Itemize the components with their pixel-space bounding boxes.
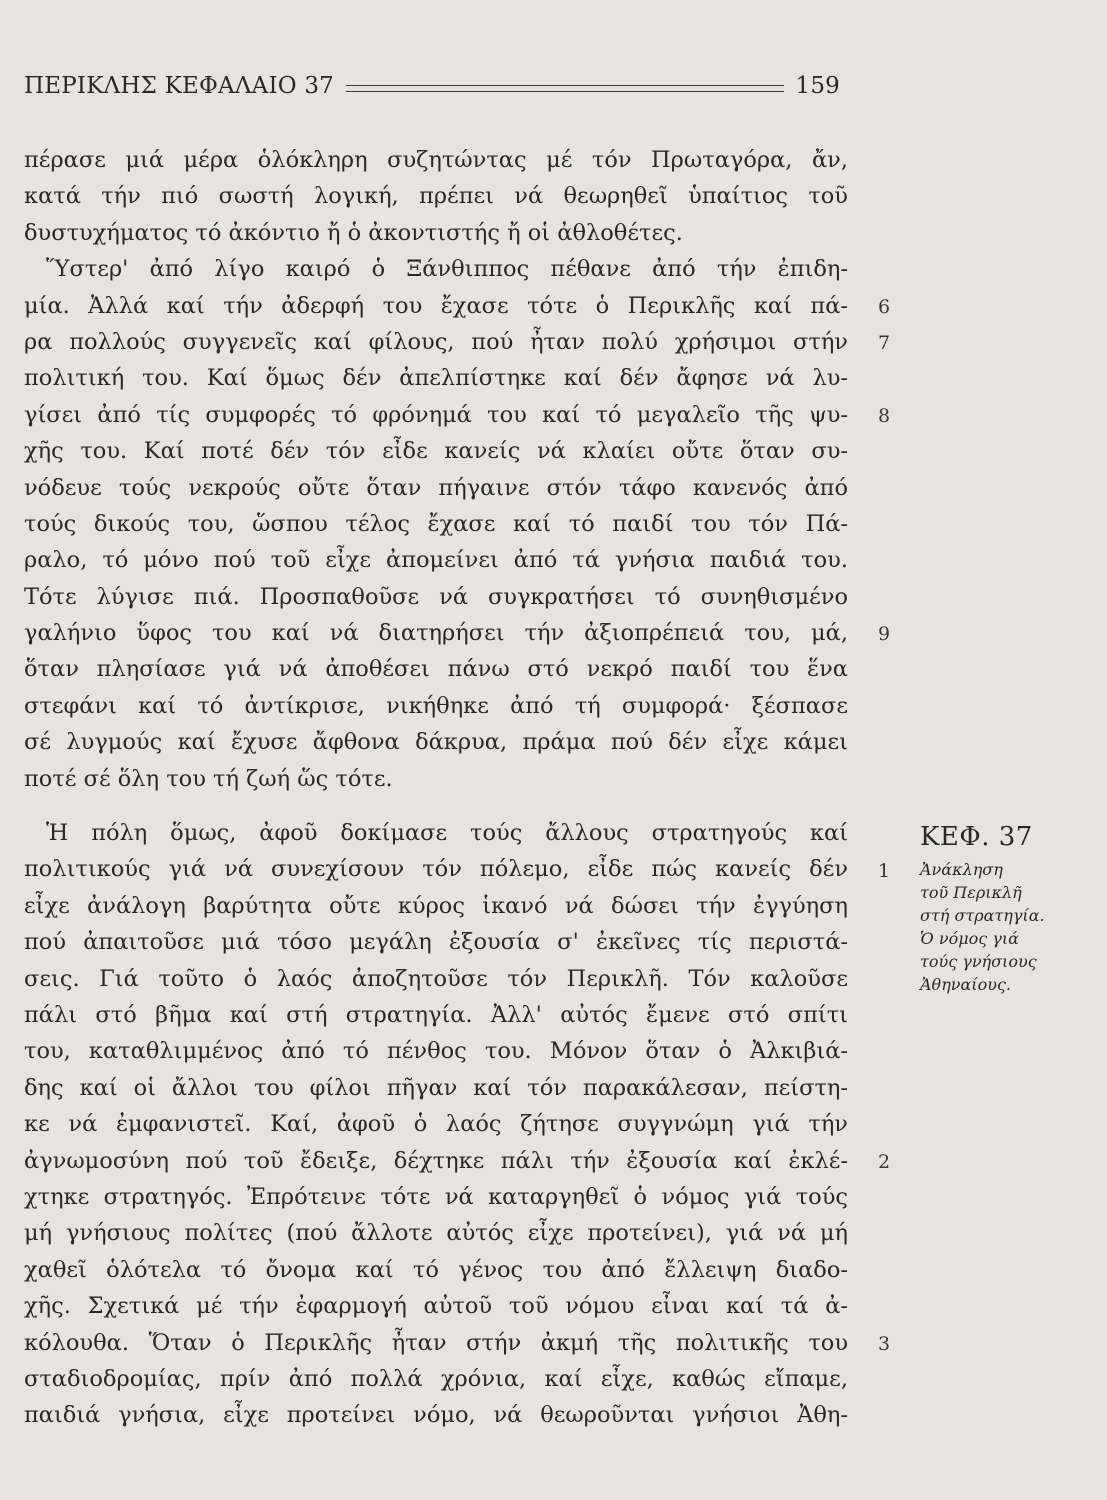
text-line: πέρασε μιά μέρα ὁλόκληρη συζητώντας μέ τόν Πρωταγόρα, ἄν, (24, 147, 848, 173)
text-line: γίσει ἀπό τίς συμφορές τό φρόνημά του καί τό μεγαλεῖο τῆς ψυ- (24, 401, 848, 428)
paragraph-gap (24, 797, 848, 815)
text-line: δυστυχήματος τό ἀκόντιο ἤ ὁ ἀκοντιστής ἤ οἱ ἀθλοθέτες. (24, 219, 683, 246)
text-line: κατά τήν πιό σωστή λογική, πρέπει νά θεωρηθεῖ ὑπαίτιος τοῦ (24, 183, 848, 210)
text-line: ποτέ σέ ὅλη του τή ζωή ὥς τότε. (24, 765, 393, 792)
text-line: πού ἀπαιτοῦσε μιά τόσο μεγάλη ἐξουσία σ' ἐκεῖνες τίς περιστά- (24, 929, 848, 956)
text-line: κόλουθα. Ὅταν ὁ Περικλῆς ἦταν στήν ἀκμή τῆς πολιτικῆς του (24, 1329, 848, 1356)
text-line: ὅταν πλησίασε γιά νά ἀποθέσει πάνω στό νεκρό παιδί του ἕνα (24, 656, 848, 683)
margin-number: 6 (877, 295, 891, 318)
text-line: κε νά ἐμφανιστεῖ. Καί, ἀφοῦ ὁ λαός ζήτησε συγγνώμη γιά τήν (24, 1111, 848, 1138)
text-line: νόδευε τούς νεκρούς οὔτε ὅταν πήγαινε στόν τάφο κανενός ἀπό (24, 474, 848, 501)
body-text (24, 142, 848, 1434)
text-line: Ὕστερ' ἀπό λίγο καιρό ὁ Ξάνθιππος πέθανε ἀπό τήν ἐπιδη- (46, 256, 848, 283)
margin-number: 7 (877, 332, 891, 354)
text-line: χτηκε στρατηγός. Ἐπρότεινε τότε νά καταργηθεῖ ὁ νόμος γιά τούς (24, 1183, 848, 1210)
page-number: 159 (795, 73, 840, 99)
summary-line: τοῦ Περικλῆ (920, 883, 1022, 902)
margin-number: 2 (877, 1150, 891, 1173)
margin-number: 3 (877, 1332, 891, 1355)
text-line: δης καί οἱ ἄλλοι του φίλοι πῆγαν καί τόν παρακάλεσαν, πείστη- (24, 1074, 848, 1101)
text-line: σταδιοδρομίας, πρίν ἀπό πολλά χρόνια, καί εἶχε, καθώς εἴπαμε, (24, 1365, 848, 1392)
text-line: χῆς του. Καί ποτέ δέν τόν εἶδε κανείς νά κλαίει οὔτε ὅταν συ- (24, 438, 848, 465)
text-line: πάλι στό βῆμα καί στή στρατηγία. Ἀλλ' αὐτός ἔμενε στό σπίτι (24, 1001, 848, 1028)
summary-line: Ἀνάκληση (920, 860, 1003, 879)
margin-number: 9 (877, 623, 891, 646)
margin-number: 1 (877, 859, 891, 882)
text-line: πολιτική του. Καί ὅμως δέν ἀπελπίστηκε καί δέν ἄφησε νά λυ- (24, 365, 848, 392)
text-line: χαθεῖ ὁλότελα τό ὄνομα καί τό γένος του ἀπό ἔλλειψη διαδο- (24, 1256, 848, 1283)
text-line: του, καταθλιμμένος ἀπό τό πένθος του. Μόνον ὅταν ὁ Ἀλκιβιά- (24, 1038, 848, 1065)
text-line: ρα πολλούς συγγενεῖς καί φίλους, πού ἦταν πολύ χρήσιμοι στήν (24, 328, 848, 355)
running-header (24, 66, 840, 106)
margin-number: 8 (877, 404, 891, 427)
text-line: γαλήνιο ὕφος του καί νά διατηρήσει τήν ἀξιοπρέπειά του, μά, (24, 620, 848, 647)
text-line: σέ λυγμούς καί ἔχυσε ἄφθονα δάκρυα, πράμα πού δέν εἶχε κάμει (24, 729, 848, 756)
text-line: ἀγνωμοσύνη πού τοῦ ἔδειξε, δέχτηκε πάλι τήν ἐξουσία καί ἐκλέ- (24, 1147, 848, 1174)
text-line: εἶχε ἀνάλογη βαρύτητα οὔτε κύρος ἱκανό νά δώσει τήν ἐγγύηση (24, 892, 848, 919)
text-line: τούς δικούς του, ὥσπου τέλος ἔχασε καί τό παιδί του τόν Πά- (24, 510, 848, 537)
summary-line: τούς γνήσιους (920, 952, 1037, 971)
summary-line: Ὁ νόμος γιά (920, 929, 1019, 948)
text-line: μία. Ἀλλά καί τήν ἀδερφή του ἔχασε τότε ὁ Περικλῆς καί πά- (24, 292, 848, 319)
chapter-label: ΚΕΦ. 37 (920, 822, 1033, 852)
text-line: σεις. Γιά τοῦτο ὁ λαός ἀποζητοῦσε τόν Περικλῆ. Τόν καλοῦσε (24, 965, 848, 992)
text-line: ραλο, τό μόνο πού τοῦ εἶχε ἀπομείνει ἀπό τά γνήσια παιδιά του. (24, 547, 848, 574)
text-line: μή γνήσιους πολίτες (πού ἄλλοτε αὐτός εἶχε προτείνει), γιά νά μή (24, 1220, 848, 1247)
text-line: πολιτικούς γιά νά συνεχίσουν τόν πόλεμο, εἶδε πώς κανείς δέν (24, 856, 848, 883)
header-rule (346, 85, 783, 92)
text-line: χῆς. Σχετικά μέ τήν ἐφαρμογή αὐτοῦ τοῦ νόμου εἶναι καί τά ἀ- (24, 1293, 848, 1320)
summary-line: στή στρατηγία. (920, 906, 1045, 925)
text-line: Τότε λύγισε πιά. Προσπαθοῦσε νά συγκρατήσει τό συνηθισμένο (24, 583, 848, 610)
running-title: ΠΕΡΙΚΛΗΣ ΚΕΦΑΛΑΙΟ 37 (24, 73, 335, 99)
chapter-summary (920, 858, 1080, 996)
summary-line: Ἀθηναίους. (920, 975, 1011, 994)
sidebar-note (920, 822, 1080, 996)
text-line: στεφάνι καί τό ἀντίκρισε, νικήθηκε ἀπό τή συμφορά· ξέσπασε (24, 692, 848, 719)
text-line: παιδιά γνήσια, εἶχε προτείνει νόμο, νά θεωροῦνται γνήσιοι Ἀθη- (24, 1402, 848, 1429)
text-line: Ἡ πόλη ὅμως, ἀφοῦ δοκίμασε τούς ἄλλους στρατηγούς καί (46, 820, 848, 847)
